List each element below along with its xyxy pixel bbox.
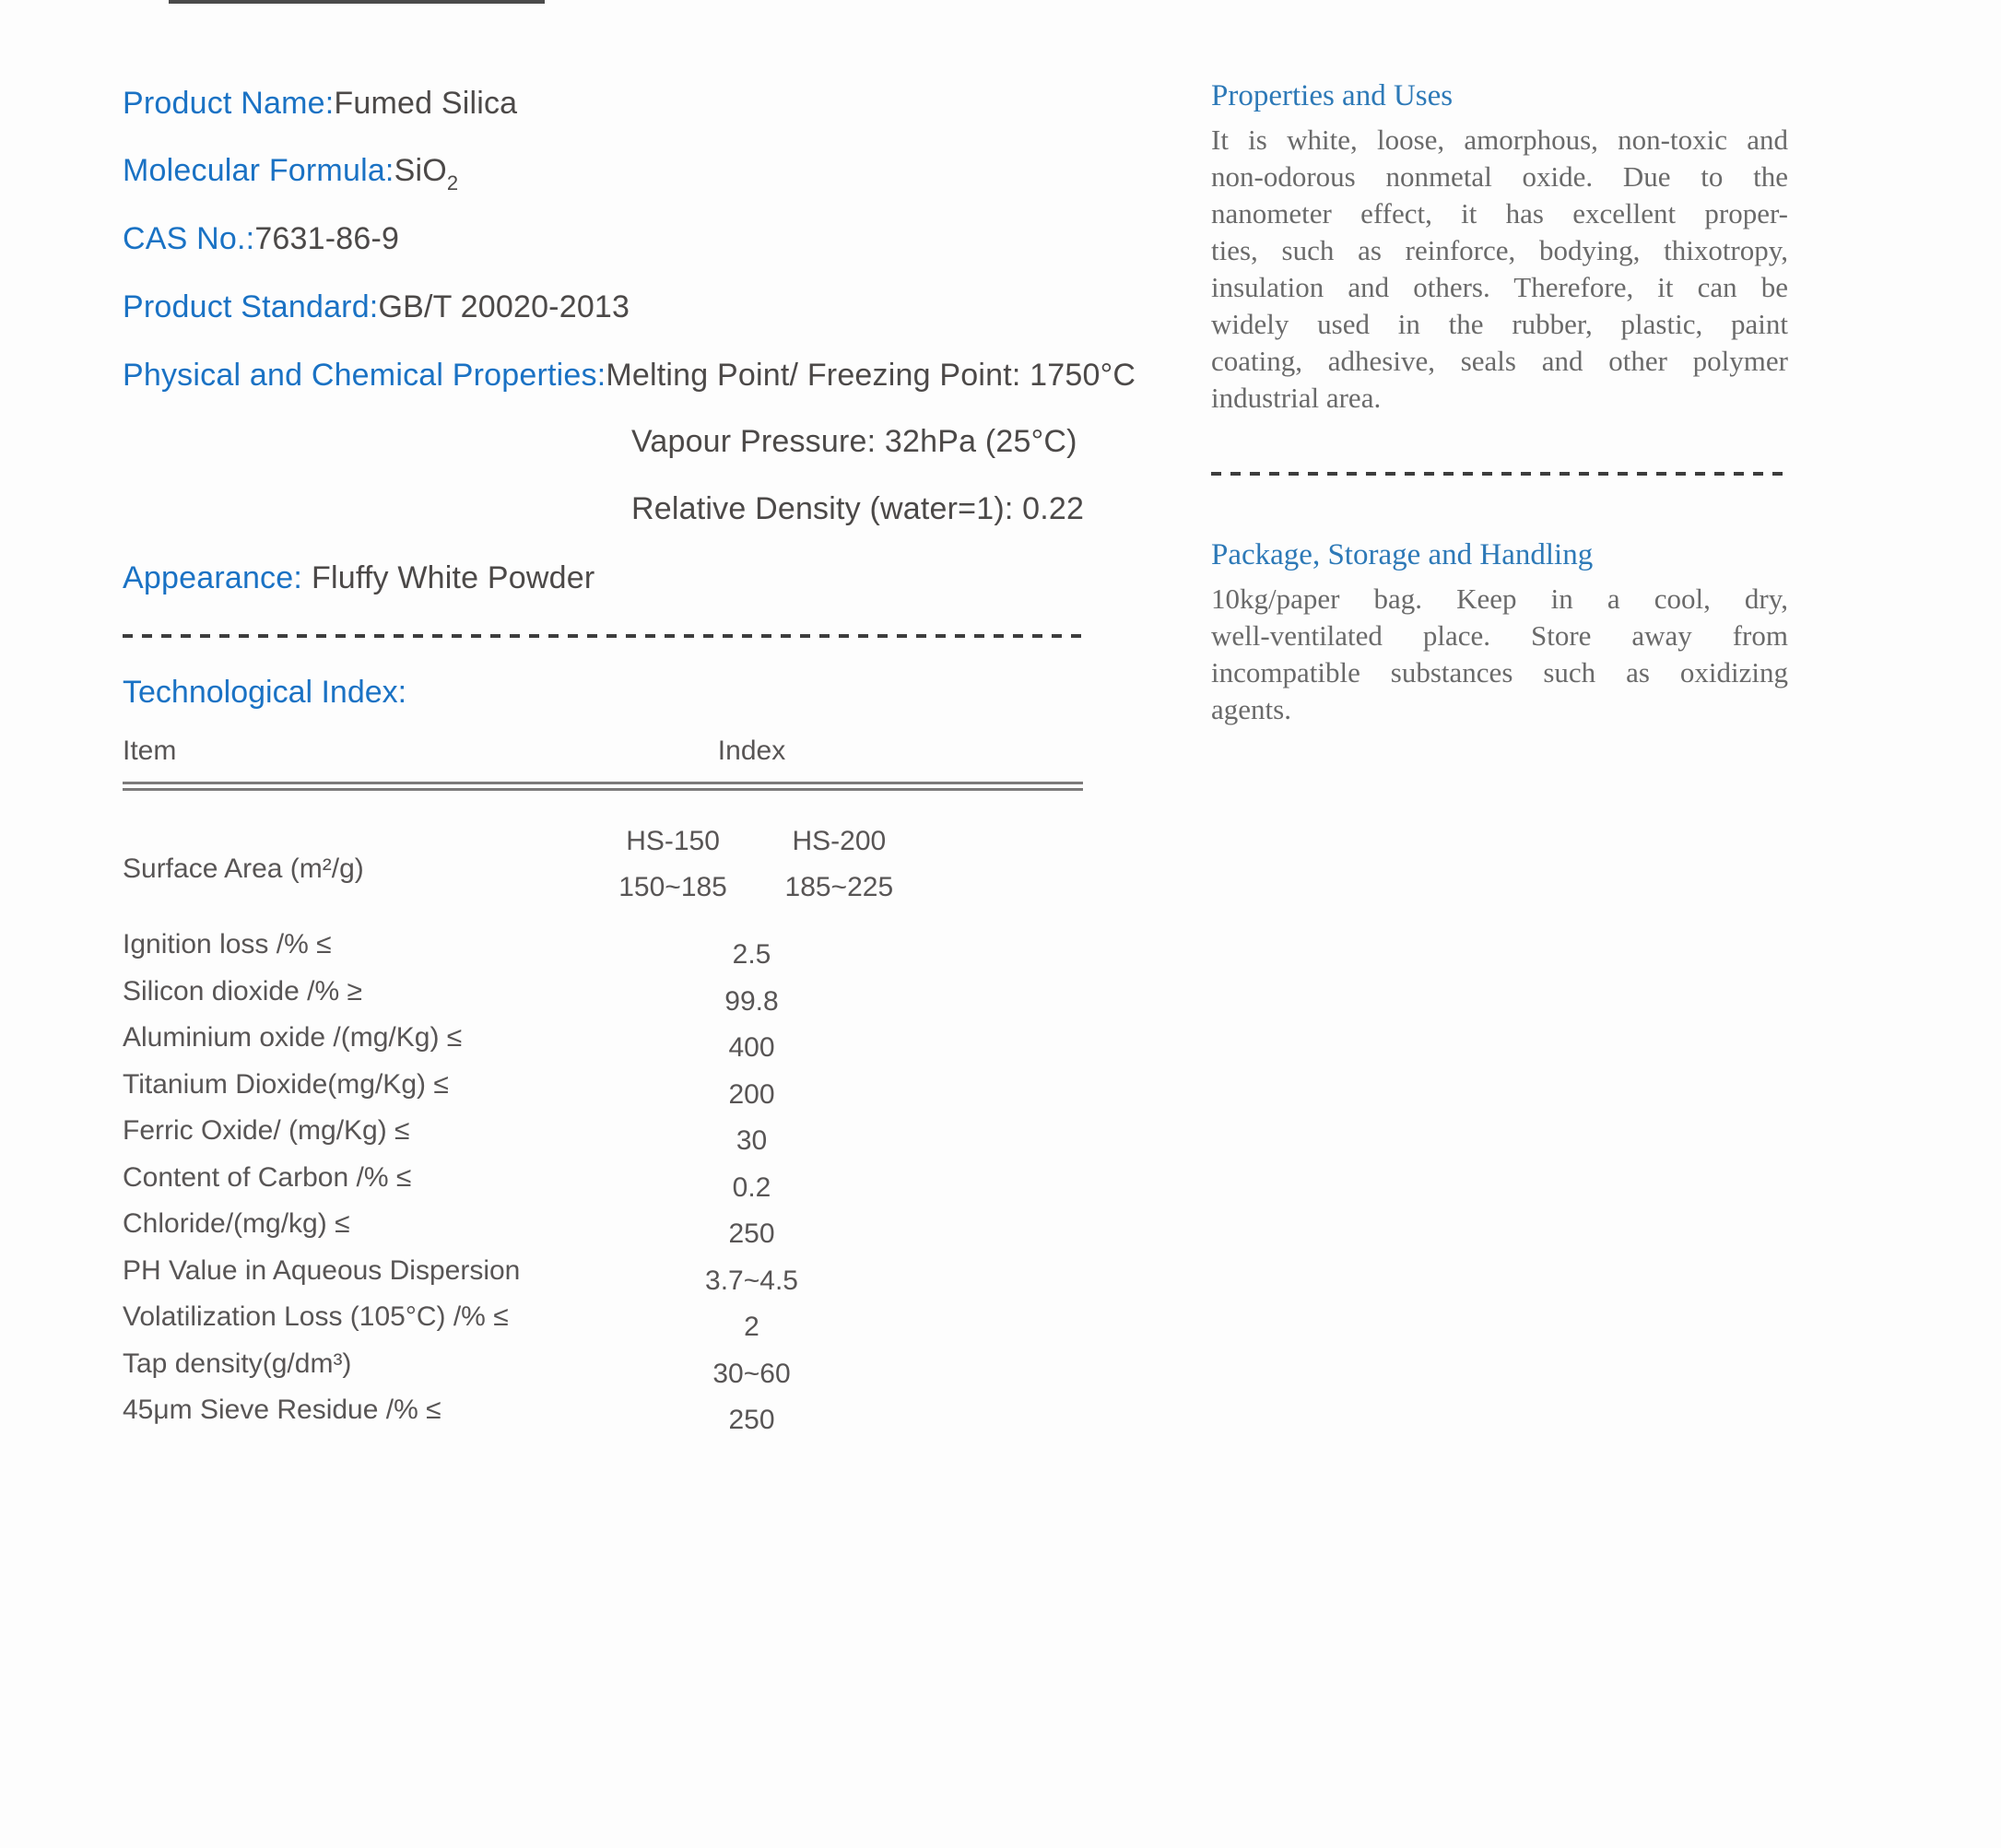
row-index-value: 400: [728, 1032, 775, 1063]
table-row: [123, 1395, 1083, 1442]
paragraph-line: agents.: [1211, 693, 1291, 725]
row-index-value: 250: [728, 1218, 775, 1249]
paragraph-line: insulation and others. Therefore, it can be: [1211, 271, 1788, 303]
right-dashed-divider: [1211, 472, 1788, 476]
row-index-value: 30: [736, 1125, 768, 1156]
table-header-row: [123, 728, 1083, 780]
paragraph-line: widely used in the rubber, plastic, paint: [1211, 308, 1788, 340]
product-standard-line: [123, 289, 630, 325]
table-header-item: Item: [123, 736, 177, 766]
package-storage-heading: Package, Storage and Handling: [1211, 538, 1594, 571]
appearance-value: Fluffy White Powder: [312, 560, 595, 595]
paragraph-line: nanometer effect, it has excellent proper-: [1211, 197, 1788, 230]
row-index-value: 2: [744, 1312, 759, 1342]
properties-and-uses-paragraph: [1211, 122, 1788, 417]
molecular-formula-label: Molecular Formula:: [123, 153, 394, 188]
row-item-label: Content of Carbon /% ≤: [123, 1161, 412, 1193]
table-row: [123, 1022, 1083, 1069]
row-item-label: Ferric Oxide/ (mg/Kg) ≤: [123, 1115, 410, 1146]
table-rows: [123, 929, 1083, 1442]
appearance-label: Appearance:: [123, 560, 303, 595]
table-row: [123, 976, 1083, 1023]
row-item-label: 45μm Sieve Residue /% ≤: [123, 1395, 441, 1425]
row-index-value: 200: [728, 1078, 775, 1110]
product-standard-label: Product Standard:: [123, 289, 379, 324]
surface-area-label: Surface Area (m²/g): [123, 853, 364, 884]
row-item-label: Silicon dioxide /% ≥: [123, 975, 362, 1006]
product-name-line: [123, 86, 517, 122]
row-item-label: Tap density(g/dm³): [123, 1348, 352, 1379]
table-row: [123, 1301, 1083, 1348]
table-row: [123, 1255, 1083, 1302]
package-storage-paragraph: [1211, 581, 1788, 728]
grade-hs200-range: 185~225: [784, 872, 894, 902]
table-double-rule: [123, 782, 1083, 791]
molecular-formula-subscript: 2: [446, 171, 459, 194]
technological-index-title: Technological Index:: [123, 675, 407, 710]
row-index-value: 30~60: [712, 1358, 791, 1389]
paragraph-line: non-odorous nonmetal oxide. Due to the: [1211, 160, 1788, 193]
top-edge-crop-artifact: [169, 0, 545, 4]
row-index-value: 250: [728, 1405, 775, 1435]
paragraph-line: industrial area.: [1211, 382, 1382, 414]
surface-area-row: [123, 813, 1083, 922]
melting-point-value: Melting Point/ Freezing Point: 1750°C: [606, 358, 1136, 393]
paragraph-line: 10kg/paper bag. Keep in a cool, dry,: [1211, 583, 1788, 615]
physical-properties-label: Physical and Chemical Properties:: [123, 358, 606, 393]
relative-density-value: Relative Density (water=1): 0.22: [631, 491, 1085, 526]
product-standard-value: GB/T 20020-2013: [378, 289, 630, 324]
table-row: [123, 1162, 1083, 1209]
paragraph-line: ties, such as reinforce, bodying, thixotropy,: [1211, 234, 1788, 266]
grade-hs150-label: HS-150: [626, 826, 720, 856]
row-index-value: 2.5: [732, 939, 771, 970]
table-header-index: Index: [717, 736, 786, 766]
relative-density-line: [631, 491, 1084, 527]
paragraph-line: well-ventilated place. Store away from: [1211, 619, 1788, 652]
table-row: [123, 1348, 1083, 1395]
table-row: [123, 1208, 1083, 1255]
physical-properties-line: [123, 358, 1136, 394]
product-name-value: Fumed Silica: [334, 86, 518, 121]
paragraph-line: incompatible substances such as oxidizing: [1211, 656, 1788, 689]
row-item-label: Ignition loss /% ≤: [123, 929, 332, 959]
grade-hs200-label: HS-200: [792, 826, 887, 856]
row-item-label: Aluminium oxide /(mg/Kg) ≤: [123, 1022, 463, 1053]
properties-and-uses-heading: Properties and Uses: [1211, 79, 1454, 112]
table-row: [123, 1115, 1083, 1162]
row-item-label: Volatilization Loss (105°C) /% ≤: [123, 1301, 509, 1332]
table-row: [123, 929, 1083, 976]
row-item-label: PH Value in Aqueous Dispersion: [123, 1254, 521, 1286]
appearance-line: [123, 560, 594, 596]
row-index-value: 0.2: [732, 1171, 771, 1203]
cas-no-line: [123, 221, 399, 257]
left-dashed-divider: [123, 634, 1081, 638]
paragraph-line: It is white, loose, amorphous, non-toxic and: [1211, 124, 1788, 156]
molecular-formula-value: SiO: [394, 153, 447, 188]
cas-no-label: CAS No.:: [123, 221, 255, 256]
table-row: [123, 1069, 1083, 1116]
cas-no-value: 7631-86-9: [254, 221, 400, 256]
product-name-label: Product Name:: [123, 86, 335, 121]
technological-index-table: [123, 728, 1083, 1442]
paragraph-line: coating, adhesive, seals and other polymer: [1211, 345, 1788, 377]
row-index-value: 3.7~4.5: [705, 1265, 798, 1296]
row-item-label: Chloride/(mg/kg) ≤: [123, 1208, 350, 1239]
grade-hs150-range: 150~185: [618, 872, 727, 902]
molecular-formula-line: [123, 153, 459, 194]
row-item-label: Titanium Dioxide(mg/Kg) ≤: [123, 1068, 449, 1100]
vapour-pressure-line: [631, 424, 1077, 460]
vapour-pressure-value: Vapour Pressure: 32hPa (25°C): [631, 424, 1077, 459]
row-index-value: 99.8: [724, 985, 779, 1017]
